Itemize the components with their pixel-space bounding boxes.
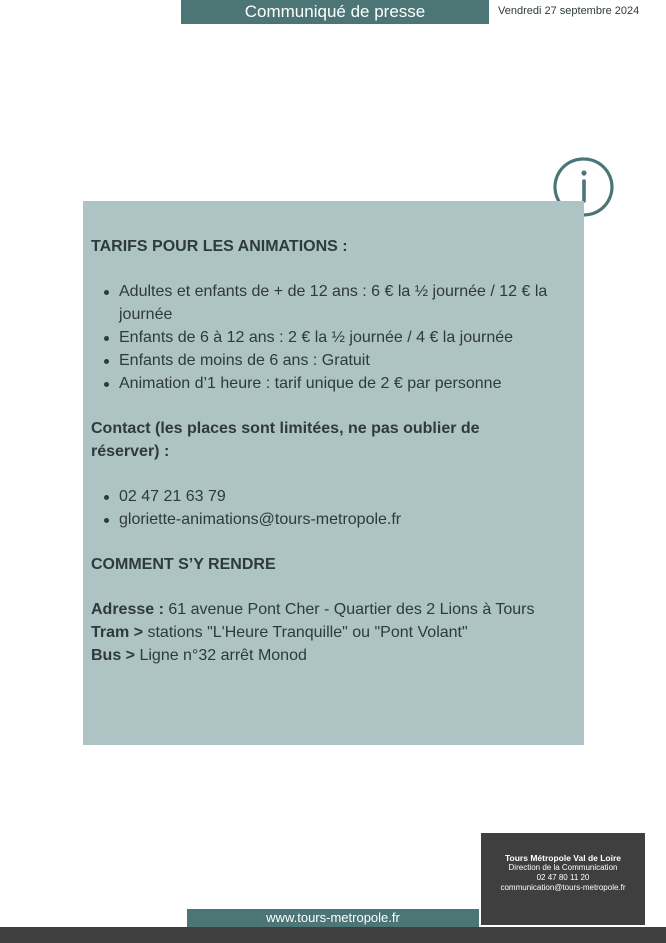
bus-line <box>91 644 581 667</box>
access-heading: COMMENT S’Y RENDRE <box>91 556 276 573</box>
list-item: Enfants de 6 à 12 ans : 2 € la ½ journée / 4 € la journée <box>119 326 581 349</box>
list-item: Enfants de moins de 6 ans : Gratuit <box>119 349 581 372</box>
tram-line <box>91 621 581 644</box>
footer-dept: Direction de la Communication <box>508 863 618 872</box>
list-item: Animation d’1 heure : tarif unique de 2 € par personne <box>119 372 581 395</box>
footer-email[interactable]: communication@tours-metropole.fr <box>500 883 626 892</box>
info-box-content <box>91 235 581 667</box>
contact-heading: Contact (les places sont limitées, ne pas oublier de réserver) : <box>91 420 480 460</box>
footer-contact-box <box>481 833 645 925</box>
bus-value: Ligne n°32 arrêt Monod <box>135 647 307 664</box>
bus-label: Bus > <box>91 647 136 664</box>
address-label: Adresse : <box>91 601 164 618</box>
address-value: 61 avenue Pont Cher - Quartier des 2 Lions à Tours <box>163 601 535 618</box>
tram-label: Tram > <box>91 624 144 641</box>
tram-value: stations "L'Heure Tranquille" ou "Pont Volant" <box>143 624 468 641</box>
release-date: Vendredi 27 septembre 2024 <box>498 5 640 17</box>
footer-phone: 02 47 80 11 20 <box>536 873 590 882</box>
bottom-bar <box>0 927 666 943</box>
contact-list <box>91 485 581 531</box>
tarifs-heading: TARIFS POUR LES ANIMATIONS : <box>91 238 348 255</box>
list-item: Adultes et enfants de + de 12 ans : 6 € la ½ journée / 12 € la journée <box>119 280 581 326</box>
footer-org: Tours Métropole Val de Loire <box>504 853 622 863</box>
website-link[interactable]: www.tours-metropole.fr <box>187 909 479 927</box>
tarifs-list <box>91 280 581 395</box>
contact-email[interactable]: gloriette-animations@tours-metropole.fr <box>119 508 581 531</box>
press-release-banner: Communiqué de presse <box>181 0 489 24</box>
info-box <box>83 201 584 745</box>
contact-phone: 02 47 21 63 79 <box>119 485 581 508</box>
address-line <box>91 598 581 621</box>
